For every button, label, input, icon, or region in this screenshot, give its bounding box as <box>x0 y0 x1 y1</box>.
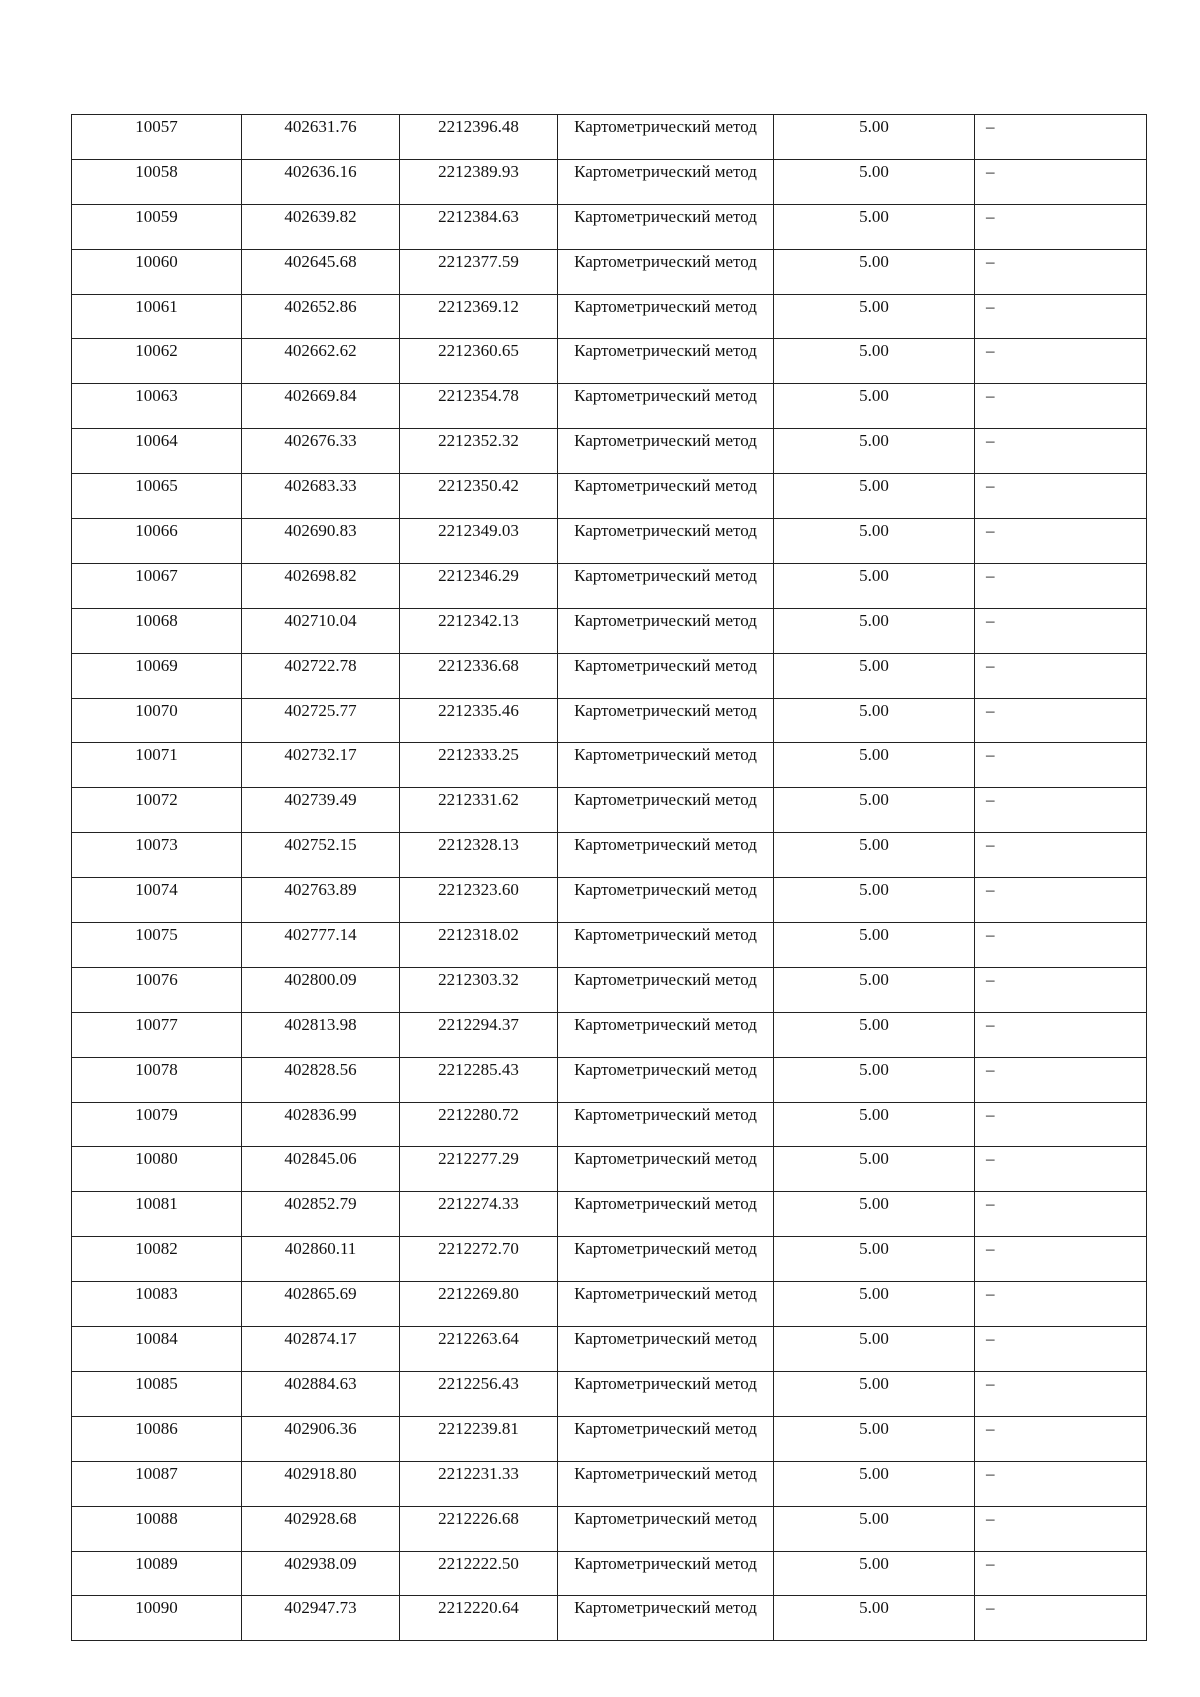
method-cell: Картометрический метод <box>558 563 774 608</box>
note-cell: – <box>975 653 1147 698</box>
method-cell: Картометрический метод <box>558 1596 774 1641</box>
point-number-cell: 10086 <box>72 1416 242 1461</box>
table-row <box>72 1012 1147 1057</box>
accuracy-cell: 5.00 <box>774 1327 975 1372</box>
point-number-cell: 10071 <box>72 743 242 788</box>
y-coordinate-cell: 2212231.33 <box>400 1461 558 1506</box>
note-cell: – <box>975 1416 1147 1461</box>
y-coordinate-cell: 2212285.43 <box>400 1057 558 1102</box>
accuracy-cell: 5.00 <box>774 1192 975 1237</box>
method-cell: Картометрический метод <box>558 1461 774 1506</box>
point-number-cell: 10066 <box>72 519 242 564</box>
table-row <box>72 563 1147 608</box>
accuracy-cell: 5.00 <box>774 1506 975 1551</box>
table-row <box>72 878 1147 923</box>
x-coordinate-cell: 402860.11 <box>242 1237 400 1282</box>
point-number-cell: 10068 <box>72 608 242 653</box>
x-coordinate-cell: 402636.16 <box>242 159 400 204</box>
accuracy-cell: 5.00 <box>774 159 975 204</box>
method-cell: Картометрический метод <box>558 1282 774 1327</box>
y-coordinate-cell: 2212220.64 <box>400 1596 558 1641</box>
accuracy-cell: 5.00 <box>774 698 975 743</box>
table-row <box>72 1461 1147 1506</box>
x-coordinate-cell: 402874.17 <box>242 1327 400 1372</box>
point-number-cell: 10057 <box>72 115 242 160</box>
accuracy-cell: 5.00 <box>774 1371 975 1416</box>
y-coordinate-cell: 2212354.78 <box>400 384 558 429</box>
point-number-cell: 10076 <box>72 967 242 1012</box>
x-coordinate-cell: 402813.98 <box>242 1012 400 1057</box>
y-coordinate-cell: 2212272.70 <box>400 1237 558 1282</box>
x-coordinate-cell: 402763.89 <box>242 878 400 923</box>
method-cell: Картометрический метод <box>558 1506 774 1551</box>
note-cell: – <box>975 429 1147 474</box>
note-cell: – <box>975 115 1147 160</box>
method-cell: Картометрический метод <box>558 1012 774 1057</box>
accuracy-cell: 5.00 <box>774 967 975 1012</box>
note-cell: – <box>975 1237 1147 1282</box>
y-coordinate-cell: 2212274.33 <box>400 1192 558 1237</box>
y-coordinate-cell: 2212256.43 <box>400 1371 558 1416</box>
point-number-cell: 10081 <box>72 1192 242 1237</box>
accuracy-cell: 5.00 <box>774 339 975 384</box>
method-cell: Картометрический метод <box>558 429 774 474</box>
point-number-cell: 10077 <box>72 1012 242 1057</box>
point-number-cell: 10063 <box>72 384 242 429</box>
table-row <box>72 1416 1147 1461</box>
y-coordinate-cell: 2212384.63 <box>400 204 558 249</box>
accuracy-cell: 5.00 <box>774 249 975 294</box>
method-cell: Картометрический метод <box>558 1192 774 1237</box>
method-cell: Картометрический метод <box>558 115 774 160</box>
note-cell: – <box>975 698 1147 743</box>
note-cell: – <box>975 1282 1147 1327</box>
point-number-cell: 10064 <box>72 429 242 474</box>
y-coordinate-cell: 2212396.48 <box>400 115 558 160</box>
x-coordinate-cell: 402845.06 <box>242 1147 400 1192</box>
table-row <box>72 1192 1147 1237</box>
accuracy-cell: 5.00 <box>774 1102 975 1147</box>
method-cell: Картометрический метод <box>558 204 774 249</box>
method-cell: Картометрический метод <box>558 833 774 878</box>
accuracy-cell: 5.00 <box>774 384 975 429</box>
accuracy-cell: 5.00 <box>774 878 975 923</box>
note-cell: – <box>975 833 1147 878</box>
method-cell: Картометрический метод <box>558 1371 774 1416</box>
y-coordinate-cell: 2212369.12 <box>400 294 558 339</box>
accuracy-cell: 5.00 <box>774 474 975 519</box>
x-coordinate-cell: 402928.68 <box>242 1506 400 1551</box>
y-coordinate-cell: 2212350.42 <box>400 474 558 519</box>
note-cell: – <box>975 519 1147 564</box>
note-cell: – <box>975 878 1147 923</box>
method-cell: Картометрический метод <box>558 384 774 429</box>
point-number-cell: 10074 <box>72 878 242 923</box>
x-coordinate-cell: 402669.84 <box>242 384 400 429</box>
table-row <box>72 429 1147 474</box>
table-row <box>72 204 1147 249</box>
point-number-cell: 10089 <box>72 1551 242 1596</box>
table-row <box>72 249 1147 294</box>
point-number-cell: 10059 <box>72 204 242 249</box>
method-cell: Картометрический метод <box>558 923 774 968</box>
table-row <box>72 1596 1147 1641</box>
point-number-cell: 10061 <box>72 294 242 339</box>
method-cell: Картометрический метод <box>558 519 774 564</box>
y-coordinate-cell: 2212222.50 <box>400 1551 558 1596</box>
x-coordinate-cell: 402739.49 <box>242 788 400 833</box>
x-coordinate-cell: 402938.09 <box>242 1551 400 1596</box>
table-row <box>72 1237 1147 1282</box>
table-row <box>72 115 1147 160</box>
x-coordinate-cell: 402828.56 <box>242 1057 400 1102</box>
table-row <box>72 743 1147 788</box>
y-coordinate-cell: 2212303.32 <box>400 967 558 1012</box>
point-number-cell: 10060 <box>72 249 242 294</box>
method-cell: Картометрический метод <box>558 249 774 294</box>
note-cell: – <box>975 967 1147 1012</box>
y-coordinate-cell: 2212336.68 <box>400 653 558 698</box>
y-coordinate-cell: 2212280.72 <box>400 1102 558 1147</box>
accuracy-cell: 5.00 <box>774 1416 975 1461</box>
table-row <box>72 384 1147 429</box>
table-row <box>72 1551 1147 1596</box>
accuracy-cell: 5.00 <box>774 294 975 339</box>
accuracy-cell: 5.00 <box>774 204 975 249</box>
note-cell: – <box>975 1461 1147 1506</box>
x-coordinate-cell: 402906.36 <box>242 1416 400 1461</box>
x-coordinate-cell: 402631.76 <box>242 115 400 160</box>
accuracy-cell: 5.00 <box>774 1596 975 1641</box>
x-coordinate-cell: 402683.33 <box>242 474 400 519</box>
accuracy-cell: 5.00 <box>774 1147 975 1192</box>
note-cell: – <box>975 923 1147 968</box>
accuracy-cell: 5.00 <box>774 1551 975 1596</box>
y-coordinate-cell: 2212342.13 <box>400 608 558 653</box>
x-coordinate-cell: 402662.62 <box>242 339 400 384</box>
point-number-cell: 10065 <box>72 474 242 519</box>
x-coordinate-cell: 402639.82 <box>242 204 400 249</box>
y-coordinate-cell: 2212360.65 <box>400 339 558 384</box>
accuracy-cell: 5.00 <box>774 788 975 833</box>
method-cell: Картометрический метод <box>558 1551 774 1596</box>
note-cell: – <box>975 249 1147 294</box>
note-cell: – <box>975 204 1147 249</box>
method-cell: Картометрический метод <box>558 653 774 698</box>
table-row <box>72 1371 1147 1416</box>
point-number-cell: 10058 <box>72 159 242 204</box>
point-number-cell: 10070 <box>72 698 242 743</box>
table-row <box>72 339 1147 384</box>
x-coordinate-cell: 402725.77 <box>242 698 400 743</box>
coordinates-table <box>71 114 1147 1641</box>
note-cell: – <box>975 1147 1147 1192</box>
table-row <box>72 1327 1147 1372</box>
method-cell: Картометрический метод <box>558 1416 774 1461</box>
table-row <box>72 1057 1147 1102</box>
x-coordinate-cell: 402698.82 <box>242 563 400 608</box>
method-cell: Картометрический метод <box>558 1057 774 1102</box>
y-coordinate-cell: 2212333.25 <box>400 743 558 788</box>
point-number-cell: 10079 <box>72 1102 242 1147</box>
point-number-cell: 10072 <box>72 788 242 833</box>
point-number-cell: 10088 <box>72 1506 242 1551</box>
x-coordinate-cell: 402852.79 <box>242 1192 400 1237</box>
note-cell: – <box>975 294 1147 339</box>
method-cell: Картометрический метод <box>558 608 774 653</box>
point-number-cell: 10075 <box>72 923 242 968</box>
accuracy-cell: 5.00 <box>774 429 975 474</box>
point-number-cell: 10082 <box>72 1237 242 1282</box>
note-cell: – <box>975 1192 1147 1237</box>
table-row <box>72 294 1147 339</box>
note-cell: – <box>975 384 1147 429</box>
method-cell: Картометрический метод <box>558 294 774 339</box>
method-cell: Картометрический метод <box>558 967 774 1012</box>
y-coordinate-cell: 2212318.02 <box>400 923 558 968</box>
y-coordinate-cell: 2212331.62 <box>400 788 558 833</box>
method-cell: Картометрический метод <box>558 159 774 204</box>
x-coordinate-cell: 402865.69 <box>242 1282 400 1327</box>
x-coordinate-cell: 402947.73 <box>242 1596 400 1641</box>
accuracy-cell: 5.00 <box>774 115 975 160</box>
y-coordinate-cell: 2212239.81 <box>400 1416 558 1461</box>
y-coordinate-cell: 2212352.32 <box>400 429 558 474</box>
method-cell: Картометрический метод <box>558 743 774 788</box>
x-coordinate-cell: 402710.04 <box>242 608 400 653</box>
accuracy-cell: 5.00 <box>774 608 975 653</box>
x-coordinate-cell: 402652.86 <box>242 294 400 339</box>
x-coordinate-cell: 402722.78 <box>242 653 400 698</box>
table-row <box>72 1102 1147 1147</box>
y-coordinate-cell: 2212346.29 <box>400 563 558 608</box>
note-cell: – <box>975 1596 1147 1641</box>
table-row <box>72 1147 1147 1192</box>
x-coordinate-cell: 402752.15 <box>242 833 400 878</box>
accuracy-cell: 5.00 <box>774 1012 975 1057</box>
method-cell: Картометрический метод <box>558 1327 774 1372</box>
method-cell: Картометрический метод <box>558 339 774 384</box>
note-cell: – <box>975 1371 1147 1416</box>
y-coordinate-cell: 2212389.93 <box>400 159 558 204</box>
y-coordinate-cell: 2212349.03 <box>400 519 558 564</box>
accuracy-cell: 5.00 <box>774 1282 975 1327</box>
y-coordinate-cell: 2212263.64 <box>400 1327 558 1372</box>
point-number-cell: 10084 <box>72 1327 242 1372</box>
method-cell: Картометрический метод <box>558 474 774 519</box>
y-coordinate-cell: 2212226.68 <box>400 1506 558 1551</box>
y-coordinate-cell: 2212377.59 <box>400 249 558 294</box>
accuracy-cell: 5.00 <box>774 563 975 608</box>
y-coordinate-cell: 2212335.46 <box>400 698 558 743</box>
note-cell: – <box>975 1057 1147 1102</box>
x-coordinate-cell: 402645.68 <box>242 249 400 294</box>
point-number-cell: 10083 <box>72 1282 242 1327</box>
y-coordinate-cell: 2212294.37 <box>400 1012 558 1057</box>
x-coordinate-cell: 402732.17 <box>242 743 400 788</box>
method-cell: Картометрический метод <box>558 1147 774 1192</box>
point-number-cell: 10069 <box>72 653 242 698</box>
point-number-cell: 10073 <box>72 833 242 878</box>
table-row <box>72 788 1147 833</box>
x-coordinate-cell: 402690.83 <box>242 519 400 564</box>
point-number-cell: 10087 <box>72 1461 242 1506</box>
y-coordinate-cell: 2212323.60 <box>400 878 558 923</box>
note-cell: – <box>975 1551 1147 1596</box>
note-cell: – <box>975 563 1147 608</box>
y-coordinate-cell: 2212269.80 <box>400 1282 558 1327</box>
note-cell: – <box>975 1102 1147 1147</box>
point-number-cell: 10090 <box>72 1596 242 1641</box>
y-coordinate-cell: 2212277.29 <box>400 1147 558 1192</box>
table-row <box>72 967 1147 1012</box>
coordinates-table-body <box>72 115 1147 1641</box>
y-coordinate-cell: 2212328.13 <box>400 833 558 878</box>
accuracy-cell: 5.00 <box>774 1057 975 1102</box>
point-number-cell: 10078 <box>72 1057 242 1102</box>
method-cell: Картометрический метод <box>558 1237 774 1282</box>
table-row <box>72 519 1147 564</box>
table-row <box>72 474 1147 519</box>
note-cell: – <box>975 1327 1147 1372</box>
accuracy-cell: 5.00 <box>774 519 975 564</box>
note-cell: – <box>975 474 1147 519</box>
note-cell: – <box>975 159 1147 204</box>
point-number-cell: 10080 <box>72 1147 242 1192</box>
x-coordinate-cell: 402836.99 <box>242 1102 400 1147</box>
table-row <box>72 833 1147 878</box>
method-cell: Картометрический метод <box>558 698 774 743</box>
table-row <box>72 653 1147 698</box>
accuracy-cell: 5.00 <box>774 1461 975 1506</box>
accuracy-cell: 5.00 <box>774 923 975 968</box>
note-cell: – <box>975 743 1147 788</box>
accuracy-cell: 5.00 <box>774 1237 975 1282</box>
note-cell: – <box>975 1506 1147 1551</box>
table-row <box>72 1282 1147 1327</box>
accuracy-cell: 5.00 <box>774 743 975 788</box>
x-coordinate-cell: 402676.33 <box>242 429 400 474</box>
point-number-cell: 10067 <box>72 563 242 608</box>
method-cell: Картометрический метод <box>558 878 774 923</box>
point-number-cell: 10062 <box>72 339 242 384</box>
x-coordinate-cell: 402800.09 <box>242 967 400 1012</box>
note-cell: – <box>975 1012 1147 1057</box>
method-cell: Картометрический метод <box>558 1102 774 1147</box>
note-cell: – <box>975 339 1147 384</box>
table-row <box>72 1506 1147 1551</box>
table-row <box>72 608 1147 653</box>
point-number-cell: 10085 <box>72 1371 242 1416</box>
table-row <box>72 923 1147 968</box>
x-coordinate-cell: 402884.63 <box>242 1371 400 1416</box>
x-coordinate-cell: 402918.80 <box>242 1461 400 1506</box>
table-row <box>72 698 1147 743</box>
accuracy-cell: 5.00 <box>774 653 975 698</box>
accuracy-cell: 5.00 <box>774 833 975 878</box>
note-cell: – <box>975 608 1147 653</box>
method-cell: Картометрический метод <box>558 788 774 833</box>
x-coordinate-cell: 402777.14 <box>242 923 400 968</box>
table-row <box>72 159 1147 204</box>
note-cell: – <box>975 788 1147 833</box>
